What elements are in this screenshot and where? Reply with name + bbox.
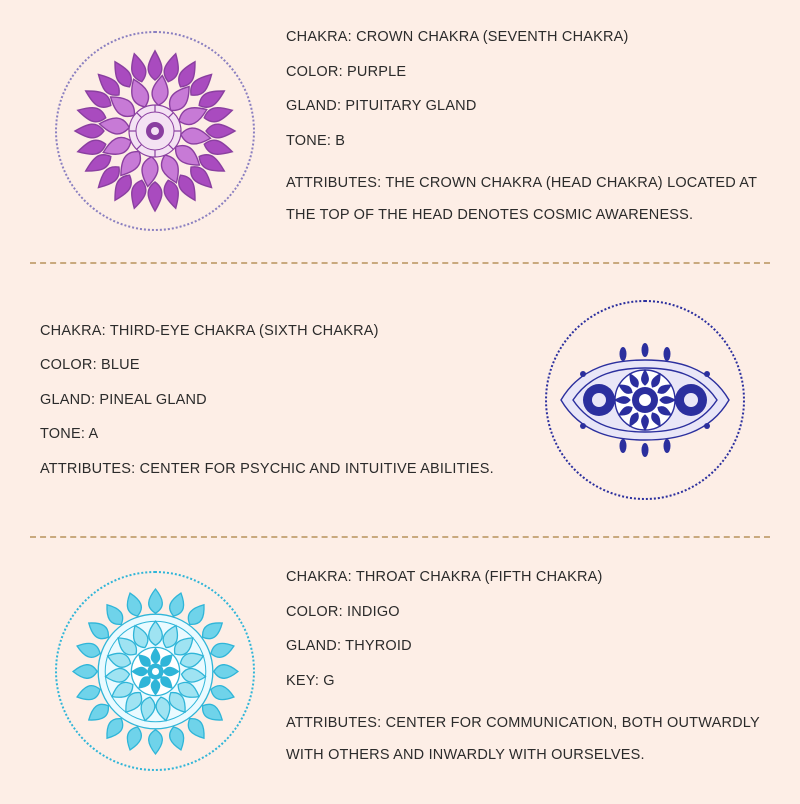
thirdeye-line-tone: TONE: A <box>40 426 99 443</box>
thirdeye-line-gland: GLAND: PINEAL GLAND <box>40 391 207 408</box>
throat-line-chakra: CHAKRA: THROAT CHAKRA (FIFTH CHAKRA) <box>286 569 603 586</box>
third-eye-mandala-icon <box>555 340 735 460</box>
third-eye-chakra-art <box>520 300 770 500</box>
thirdeye-line-color: COLOR: BLUE <box>40 357 140 374</box>
throat-line-color: COLOR: INDIGO <box>286 603 400 620</box>
crown-line-attributes: ATTRIBUTES: THE CROWN CHAKRA (HEAD CHAKRA) LOCATED AT THE TOP OF THE HEAD DENOTES COSMIC AWARENESS. <box>286 175 757 223</box>
section-third-eye-chakra <box>0 264 800 536</box>
throat-line-gland: GLAND: THYROID <box>286 638 412 655</box>
throat-line-key: KEY: G <box>286 672 335 689</box>
throat-chakra-art <box>30 571 280 771</box>
section-crown-chakra <box>0 0 800 262</box>
crown-dotted-circle <box>55 31 255 231</box>
throat-mandala-icon <box>68 584 243 759</box>
throat-line-attributes: ATTRIBUTES: CENTER FOR COMMUNICATION, BOTH OUTWARDLY WITH OTHERS AND INWARDLY WITH OURSELVES. <box>286 715 760 763</box>
section-throat-chakra <box>0 538 800 804</box>
third-eye-chakra-text <box>30 324 520 477</box>
crown-line-tone: TONE: B <box>286 132 346 149</box>
throat-dotted-circle <box>55 571 255 771</box>
thirdeye-line-chakra: CHAKRA: THIRD-EYE CHAKRA (SIXTH CHAKRA) <box>40 322 379 339</box>
crown-line-color: COLOR: PURPLE <box>286 63 407 80</box>
crown-chakra-art <box>30 31 280 231</box>
lotus-mandala-icon <box>70 46 240 216</box>
crown-line-gland: GLAND: PITUITARY GLAND <box>286 98 477 115</box>
third-eye-dotted-circle <box>545 300 745 500</box>
crown-line-chakra: CHAKRA: CROWN CHAKRA (SEVENTH CHAKRA) <box>286 29 629 46</box>
thirdeye-line-attributes: ATTRIBUTES: CENTER FOR PSYCHIC AND INTUITIVE ABILITIES. <box>40 460 494 477</box>
throat-chakra-text <box>280 570 770 772</box>
crown-chakra-text <box>280 30 770 232</box>
